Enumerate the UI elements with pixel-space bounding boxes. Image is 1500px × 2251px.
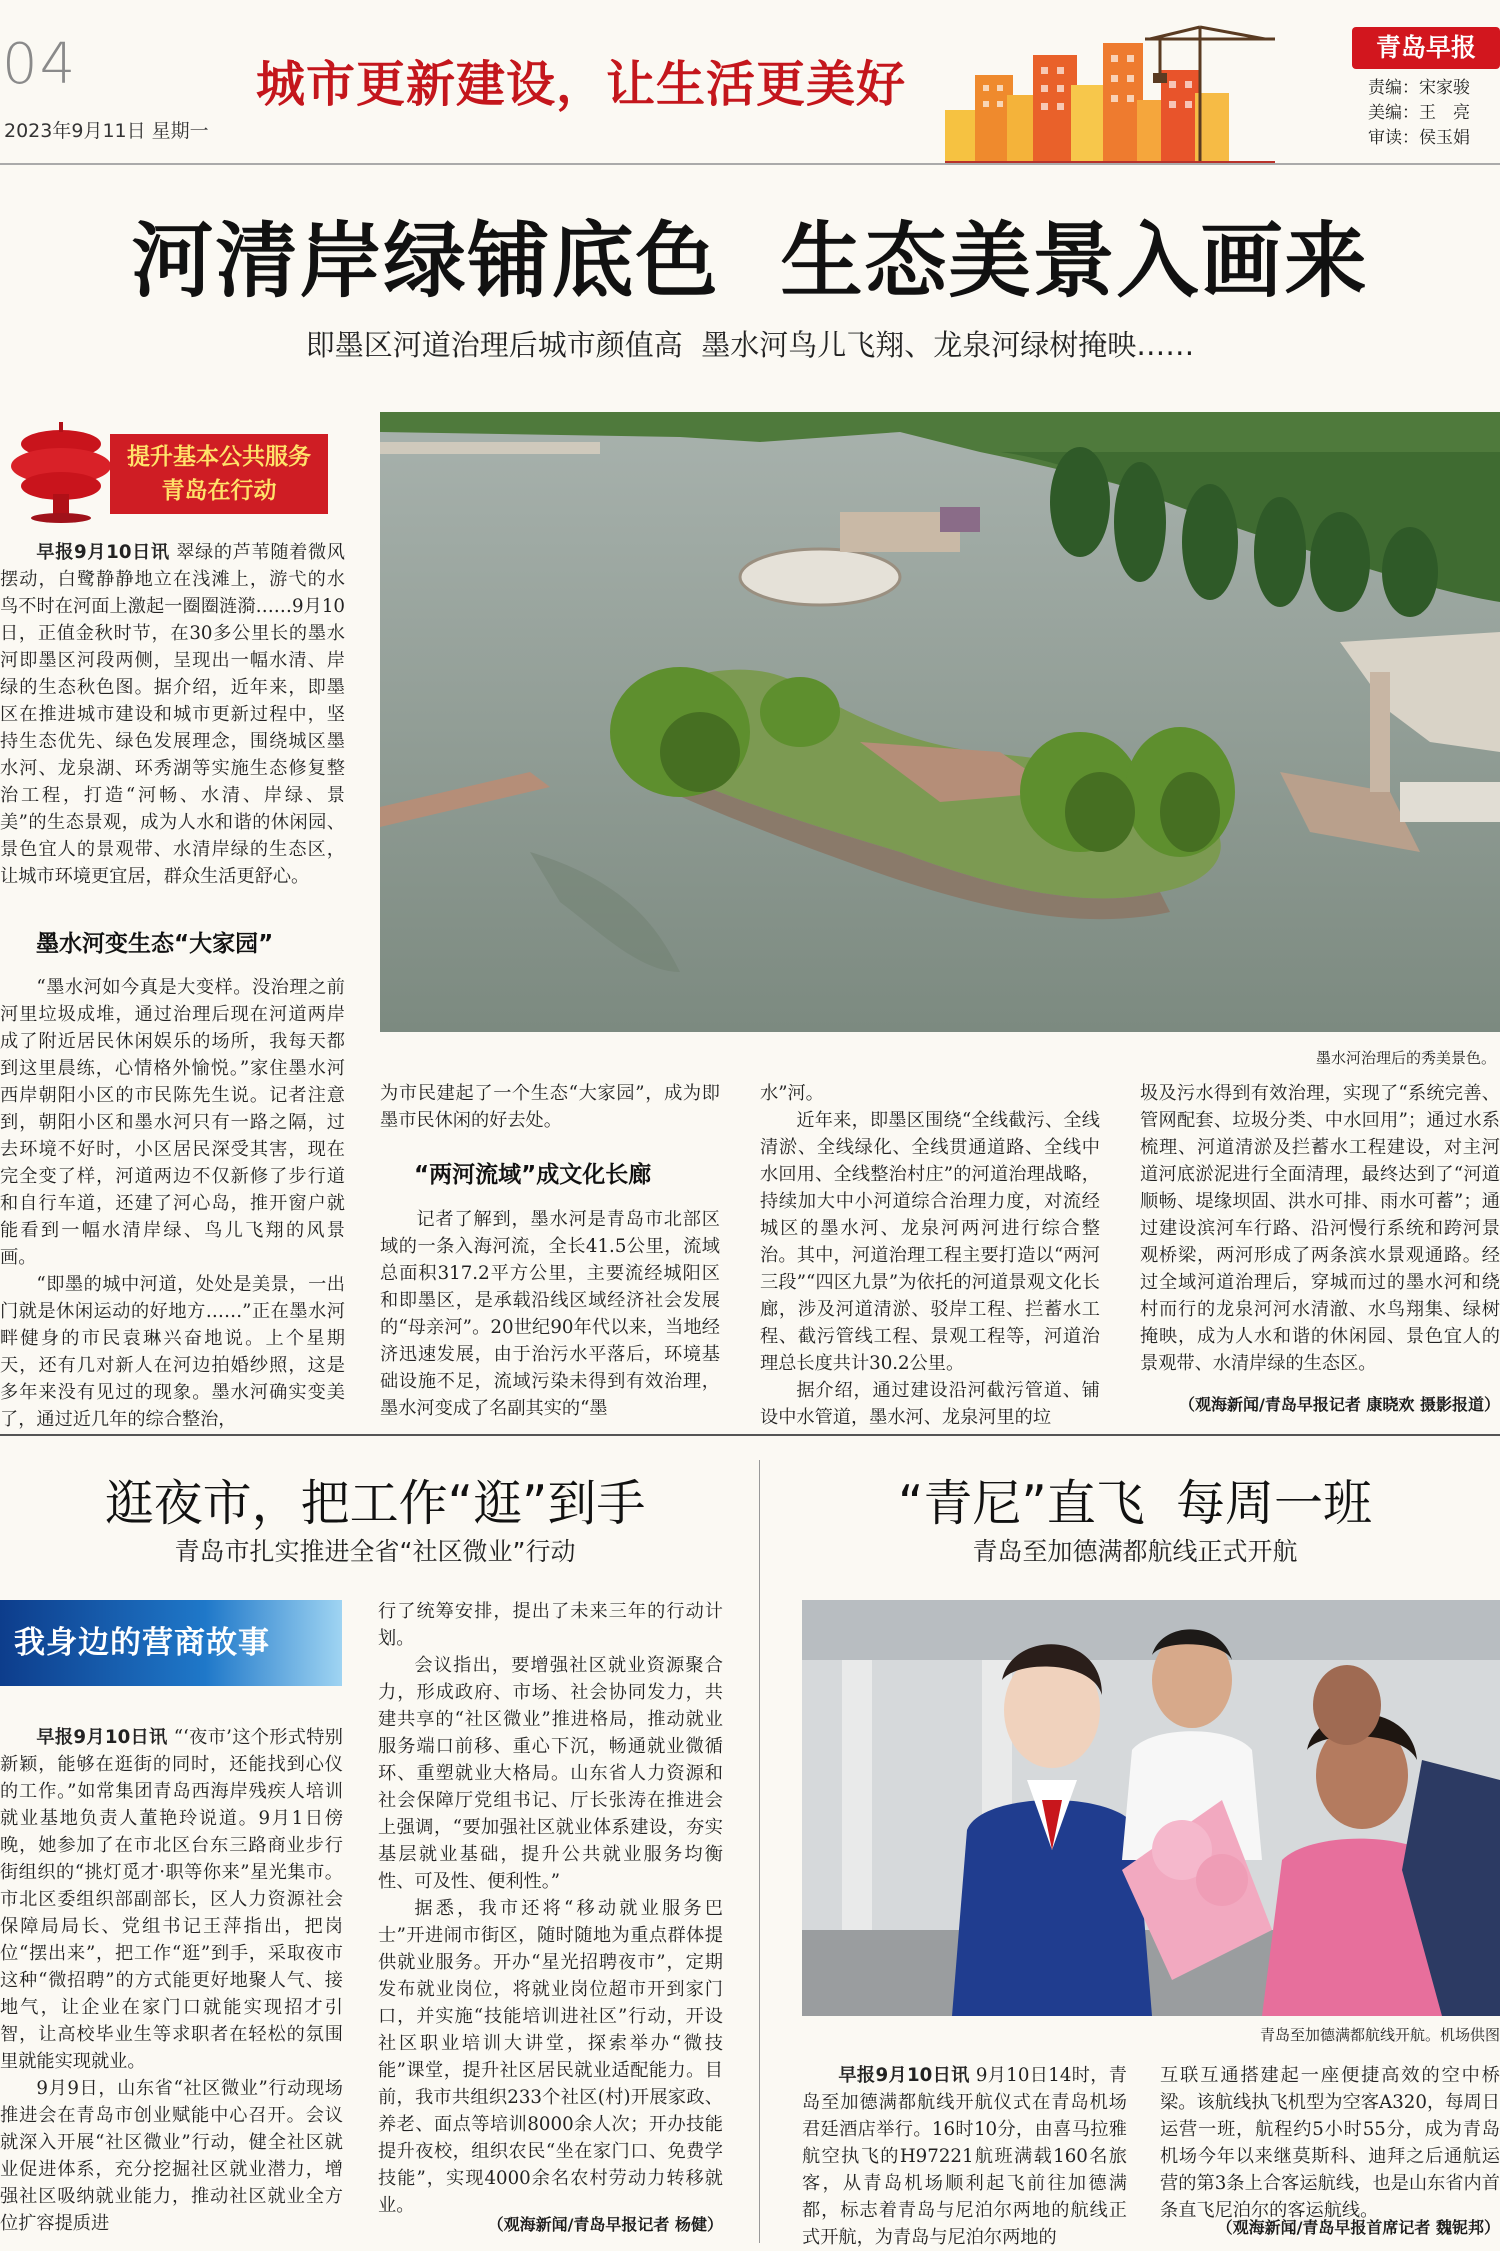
night-market-paragraph: 会议指出，要增强社区就业资源聚合力，形成政府、市场、社会协同发力，共建共享的“社区微业”推进格局，推动就业服务端口前移、重心下沉，畅通就业微循环、重塑就业大格局。山东省人力资源和社会保障厅党组书记、厅长张涛在推进会上强调，“要加强社区就业体系建设，夯实基层就业基础，提升公共就业服务均衡性、可及性、便利性。” <box>378 1655 723 1892</box>
night-market-credit: （观海新闻/青岛早报记者 杨健） <box>487 2215 723 2234</box>
editor-line: 审读：侯玉娟 <box>1368 128 1470 148</box>
lead-intro-text: 翠绿的芦苇随着微风摆动，白鹭静静地立在浅滩上，游弋的水鸟不时在河面上激起一圈圈涟漪……9月10日，正值金秋时节，在30多公里长的墨水河即墨区河段两侧，呈现出一幅水清、岸绿的生态秋色图。据介绍，近年来，即墨区在推进城市建设和城市更新过程中，坚持生态优先、绿色发展理念，围绕城区墨水河、龙泉湖、环秀湖等实施生态修复整治工程，打造“河畅、水清、岸绿、景美”的生态景观，成为人水和谐的休闲园、景色宜人的景观带、水清岸绿的生态区，让城市环境更宜居，群众生活更舒心。 <box>0 542 345 887</box>
flight-headline: “青尼”直飞 每周一班 <box>898 1475 1372 1532</box>
lead-column-2-top <box>380 1080 720 1136</box>
river-island-photo <box>380 412 1500 1032</box>
lead-paragraph: “墨水河如今真是大变样。没治理之前河里垃圾成堆，通过治理后现在河道两岸成了附近居民休闲娱乐的场所，我每天都到这里晨练，心情格外愉悦。”家住墨水河西岸朝阳小区的市民陈先生说。记者注意到，朝阳小区和墨水河只有一路之隔，过去环境不好时，小区居民深受其害，现在完全变了样，河道两边不仅新修了步行道和自行车道，还建了河心岛，推开窗户就能看到一幅水清岸绿、鸟儿飞翔的风景画。 <box>0 977 345 1268</box>
page-number: 04 <box>2 32 78 97</box>
lead-paragraph: “即墨的城中河道，处处是美景，一出门就是休闲运动的好地方……”正在墨水河畔健身的市民袁琳兴奋地说。上个星期天，还有几对新人在河边拍婚纱照，这是多年来没有见过的现象。墨水河确实变美了，通过近几年的综合整治， <box>0 1274 345 1430</box>
lead-column-4 <box>1140 1080 1500 1388</box>
lead-column-1-intro <box>0 539 345 901</box>
flight-credit: （观海新闻/青岛早报首席记者 魏铌邦） <box>1216 2218 1500 2237</box>
lead-subheadline: 即墨区河道治理后城市颜值高 墨水河鸟儿飞翔、龙泉河绿树掩映…… <box>305 328 1195 362</box>
night-market-dateline: 早报9月10日讯 <box>36 1727 168 1748</box>
night-market-paragraph: 据悉，我市还将“移动就业服务巴士”开进闹市街区，随时随地为重点群体提供就业服务。开办“星光招聘夜市”，定期发布就业岗位，将就业岗位超市开到家门口，并实施“技能培训进社区”行动，开设社区职业培训大讲堂，探索举办“微技能”课堂，提升社区居民就业适配能力。目前，我市共组织233个社区(村)开展家政、养老、面点等培训8000余人次；开办技能提升夜校，组织农民“坐在家门口、免费学技能”，实现4000余名农村劳动力转移就业。 <box>378 1898 723 2216</box>
lead-paragraph: 近年来，即墨区围绕“全线截污、全线清淤、全线绿化、全线贯通道路、全线中水回用、全线整治村庄”的河道治理战略，持续加大中小河道综合治理力度，对流经城区的墨水河、龙泉河两河进行综合整治。其中，河道治理工程主要打造以“两河三段”“四区九景”为依托的河道景观文化长廊，涉及河道清淤、驳岸工程、拦蓄水工程、截污管线工程、景观工程等，河道治理总长度共计30.2公里。 <box>760 1110 1100 1374</box>
issue-date: 2023年9月11日 星期一 <box>4 120 209 142</box>
brand-logo: 青岛早报 <box>1352 27 1500 69</box>
lead-subhead-2: “两河流域”成文化长廊 <box>414 1162 652 1188</box>
lead-subhead-1: 墨水河变生态“大家园” <box>36 931 274 957</box>
lead-paragraph: 为市民建起了一个生态“大家园”，成为即墨市民休闲的好去处。 <box>380 1083 720 1131</box>
badge-line: 提升基本公共服务 <box>127 443 311 470</box>
flight-subheadline: 青岛至加德满都航线正式开航 <box>972 1537 1298 1566</box>
night-market-column-1 <box>0 1724 343 2243</box>
lead-credit: （观海新闻/青岛早报记者 康晓欢 摄影报道） <box>1179 1395 1500 1414</box>
masthead-rule <box>0 163 1500 165</box>
lead-column-2-body <box>380 1206 720 1424</box>
lantern-emblem-icon <box>6 414 116 524</box>
campaign-badge <box>6 414 328 524</box>
flight-paragraph: 互联互通搭建起一座便捷高效的空中桥梁。该航线执飞机型为空客A320，每周日运营一班，航程约5小时55分，成为青岛机场今年以来继莫斯科、迪拜之后通航运营的第3条上合客运航线，也是山东省内首条直飞尼泊尔的客运航线。 <box>1160 2065 1500 2221</box>
flight-photo <box>802 1600 1500 2016</box>
lead-paragraph: 记者了解到，墨水河是青岛市北部区域的一条入海河流，全长41.5公里，流域总面积317.2平方公里，主要流经城阳区和即墨区，是承载沿线区域经济社会发展的“母亲河”。20世纪90年代以来，当地经济迅速发展，由于治污水平落后，环境基础设施不足，流域污染未得到有效治理，墨水河变成了名副其实的“墨 <box>380 1209 720 1419</box>
badge-line: 青岛在行动 <box>161 477 277 504</box>
editor-credits <box>1368 76 1470 151</box>
lead-paragraph: 据介绍，通过建设沿河截污管道、铺设中水管道，墨水河、龙泉河里的垃 <box>760 1380 1100 1428</box>
night-market-headline: 逛夜市，把工作“逛”到手 <box>104 1475 646 1532</box>
editor-line: 美编：王 亮 <box>1368 103 1470 123</box>
flight-column-2 <box>1160 2062 1500 2221</box>
lead-photo-caption: 墨水河治理后的秀美景色。 <box>1315 1049 1496 1067</box>
business-story-banner <box>0 1600 342 1686</box>
lead-paragraph: 水”河。 <box>760 1083 824 1104</box>
lead-column-1-body <box>0 974 345 1430</box>
night-market-paragraph: 行了统筹安排，提出了未来三年的行动计划。 <box>378 1601 723 1649</box>
section-divider <box>0 1434 1500 1436</box>
lead-headline: 河清岸绿铺底色 生态美景入画来 <box>131 214 1369 309</box>
flight-column-1 <box>802 2062 1127 2248</box>
night-market-paragraph: “‘夜市’这个形式特别新颖，能够在逛街的同时，还能找到心仪的工作。”如常集团青岛西海岸残疾人培训就业基地负责人董艳玲说道。9月1日傍晚，她参加了在市北区台东三路商业步行街组织的“挑灯觅才·职等你来”星光集市。市北区委组织部副部长，区人力资源社会保障局局长、党组书记王萍指出，把岗位“摆出来”，把工作“逛”到手，采取夜市这种“微招聘”的方式能更好地聚人气、接地气，让企业在家门口就能实现招才引智，让高校毕业生等求职者在轻松的氛围里就能实现就业。 <box>0 1727 343 2072</box>
flight-dateline: 早报9月10日讯 <box>838 2065 970 2086</box>
editor-line: 责编：宋家骏 <box>1368 78 1470 98</box>
lead-column-3 <box>760 1080 1100 1428</box>
lead-dateline: 早报9月10日讯 <box>36 542 170 563</box>
flight-paragraph: 9月10日14时，青岛至加德满都航线开航仪式在青岛机场君廷酒店举行。16时10分，由喜马拉雅航空执飞的H97221航班满载160名旅客，从青岛机场顺利起飞前往加德满都，标志着青岛与尼泊尔两地的航线正式开航，为青岛与尼泊尔两地的 <box>802 2065 1127 2248</box>
night-market-subheadline: 青岛市扎实推进全省“社区微业”行动 <box>174 1537 576 1566</box>
column-divider <box>759 1460 760 2243</box>
business-story-banner-text: 我身边的营商故事 <box>14 1625 270 1661</box>
lead-photo <box>380 412 1500 1032</box>
flight-photo-caption: 青岛至加德满都航线开航。机场供图 <box>1259 2026 1500 2044</box>
lead-paragraph: 圾及污水得到有效治理，实现了“系统完善、管网配套、垃圾分类、中水回用”；通过水系梳理、河道清淤及拦蓄水工程建设，对主河道河底淤泥进行全面清理，最终达到了“河道顺畅、堤缘坝固、洪水可排、雨水可蓄”；通过建设滨河车行路、沿河慢行系统和跨河景观桥梁，两河形成了两条滨水景观通路。经过全域河道治理后，穿城而过的墨水河和绕村而行的龙泉河河水清澈、水鸟翔集、绿树掩映，成为人水和谐的休闲园、景色宜人的景观带、水清岸绿的生态区。 <box>1140 1083 1500 1374</box>
campaign-badge-plate <box>110 434 328 514</box>
city-skyline-illustration <box>945 15 1275 165</box>
section-slogan: 城市更新建设，让生活更美好 <box>256 55 907 113</box>
night-market-paragraph: 9月9日，山东省“社区微业”行动现场推进会在青岛市创业赋能中心召开。会议就深入开展“社区微业”行动，健全社区就业促进体系，充分挖掘社区就业潜力，增强社区吸纳就业能力，推动社区就业全方位扩容提质进 <box>0 2078 343 2234</box>
airport-ceremony-photo <box>802 1600 1500 2016</box>
night-market-column-2 <box>378 1598 723 2216</box>
